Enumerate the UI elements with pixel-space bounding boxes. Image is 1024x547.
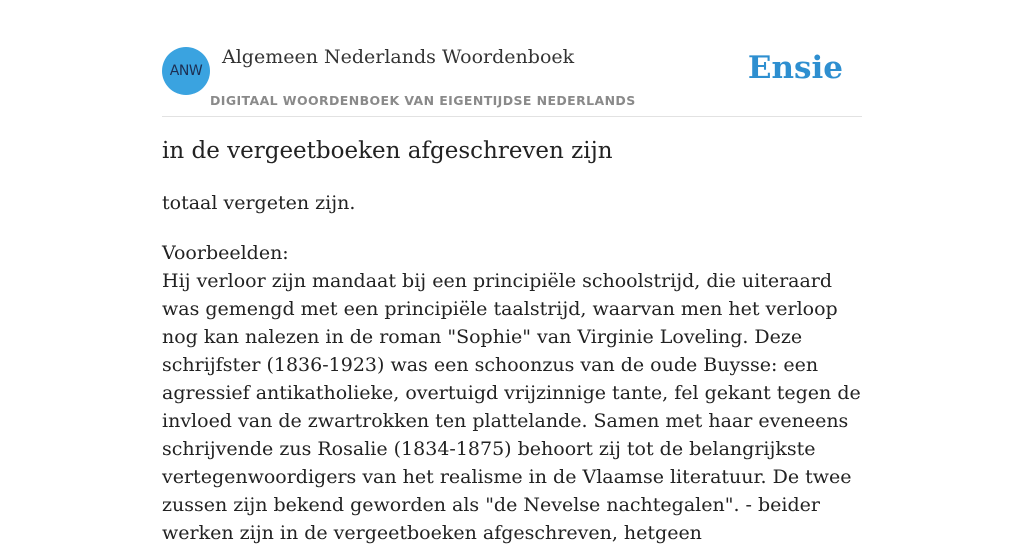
entry-definition: totaal vergeten zijn.	[162, 192, 356, 214]
ensie-brand-link[interactable]: Ensie	[747, 50, 843, 86]
examples-section	[162, 239, 862, 547]
logo-text: ANW	[169, 63, 203, 79]
site-title[interactable]: Algemeen Nederlands Woordenboek	[222, 46, 575, 68]
example-text: Hij verloor zijn mandaat bij een principiële schoolstrijd, die uiteraard was gemengd met een principiële taalstrijd, waarvan men het verloop nog kan nalezen in de roman "Sophie" van Virginie Loveling. Deze schrijfster (1836-1923) was een schoonzus van de oude Buysse: een agressief antikatholieke, overtuigd vrijzinnige tante, fel gekant tegen de invloed van de zwartrokken ten plattelande. Samen met haar eveneens schrijvende zus Rosalie (1834-1875) behoort zij tot de belangrijkste vertegenwoordigers van het realisme in de Vlaamse literatuur. De twee zussen zijn bekend geworden als "de Nevelse nachtegalen". - beider werken zijn in de vergeetboeken afgeschreven, hetgeen	[162, 270, 861, 544]
examples-label: Voorbeelden:	[162, 242, 289, 264]
anw-logo[interactable]	[162, 47, 210, 95]
site-subtitle: DIGITAAL WOORDENBOEK VAN EIGENTIJDSE NEDERLANDS	[210, 93, 636, 108]
site-header	[162, 40, 862, 117]
entry-title: in de vergeetboeken afgeschreven zijn	[162, 138, 613, 164]
